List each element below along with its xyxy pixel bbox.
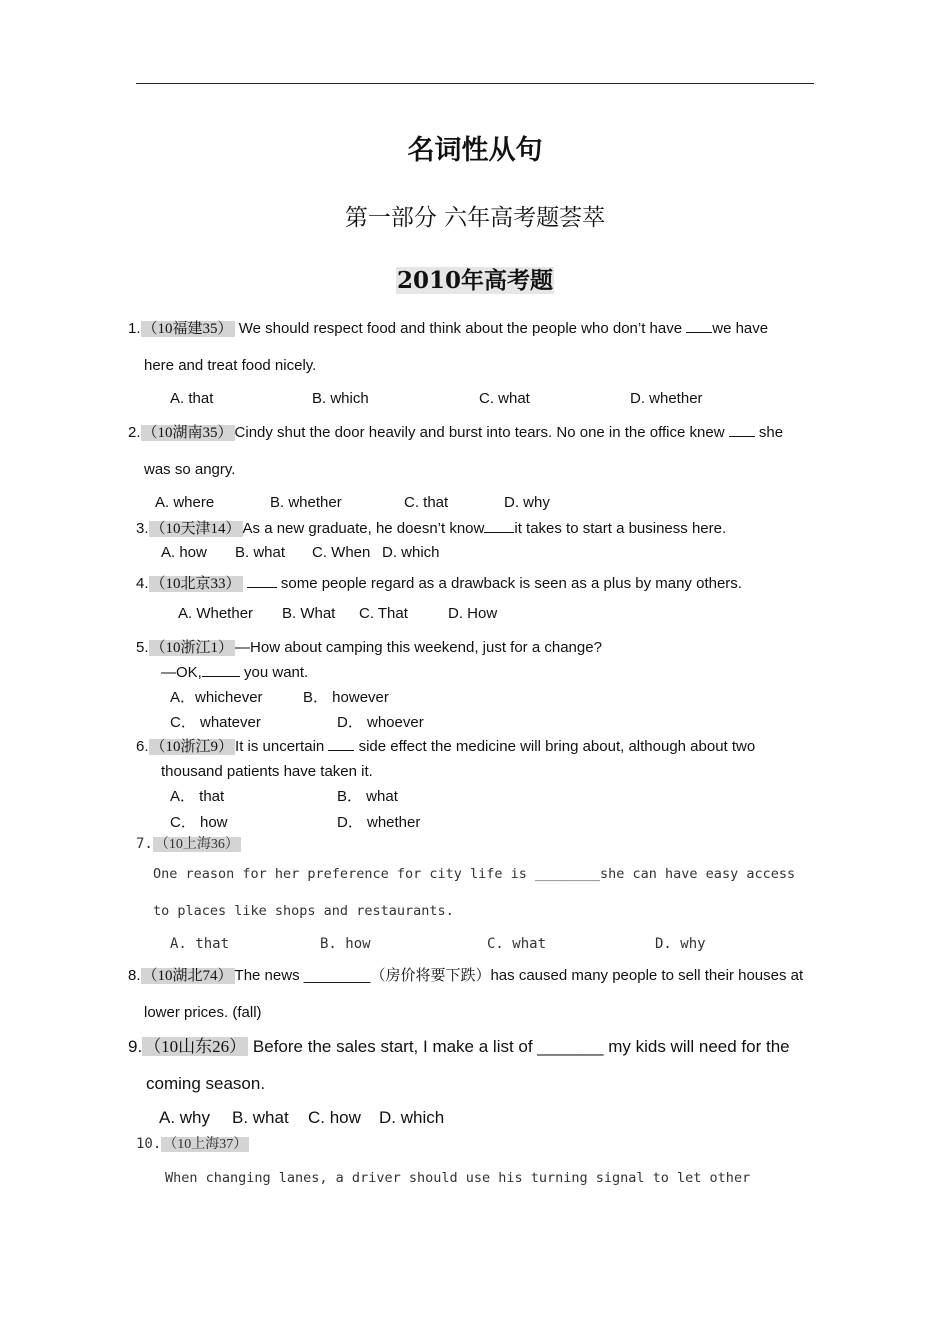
option: D. which bbox=[379, 1108, 445, 1127]
option: A．whichever bbox=[170, 689, 263, 706]
question-text: The news ________（房价将要下跌）has caused many people to sell their houses at bbox=[234, 967, 804, 984]
question-text-cont: was so angry. bbox=[144, 461, 236, 478]
question-4 bbox=[136, 574, 742, 594]
question-text: Before the sales start, I make a list of _______ my kids will need for the bbox=[248, 1037, 790, 1056]
option: D. whether bbox=[630, 390, 703, 407]
question-number: 9. bbox=[128, 1037, 143, 1056]
answer-blank bbox=[729, 435, 755, 437]
question-source: （10湖北74） bbox=[142, 968, 233, 984]
option: C. When bbox=[312, 544, 371, 561]
part-heading: 第一部分 六年高考题荟萃 bbox=[344, 205, 606, 231]
question-text: When changing lanes, a driver should use his turning signal to let other bbox=[165, 1170, 751, 1186]
header-rule bbox=[136, 83, 814, 84]
option: D. How bbox=[448, 605, 498, 622]
option: D. why bbox=[504, 494, 550, 511]
question-number: 6. bbox=[136, 738, 149, 755]
question-text: we have bbox=[712, 320, 769, 337]
doc-title: 名词性从句 bbox=[407, 135, 543, 166]
option: C. that bbox=[404, 494, 449, 511]
option: C. how bbox=[308, 1108, 361, 1127]
question-7 bbox=[136, 834, 241, 855]
question-number: 10. bbox=[136, 1136, 162, 1152]
option: B. what bbox=[235, 544, 286, 561]
option: A. why bbox=[159, 1108, 211, 1127]
question-text: you want. bbox=[239, 664, 309, 681]
question-source: （10上海37） bbox=[163, 1137, 248, 1152]
question-1 bbox=[128, 319, 814, 339]
question-9 bbox=[128, 1036, 790, 1058]
answer-blank bbox=[484, 531, 514, 533]
option: A. that bbox=[170, 390, 214, 407]
question-5 bbox=[136, 638, 602, 658]
answer-blank bbox=[247, 586, 277, 588]
option: B． what bbox=[337, 788, 398, 805]
question-source: （10浙江1） bbox=[150, 640, 234, 656]
question-text: It is uncertain bbox=[235, 738, 329, 755]
question-text: side effect the medicine will bring about, although about two bbox=[354, 738, 756, 755]
question-number: 3. bbox=[136, 520, 149, 537]
question-text: —How about camping this weekend, just for a change? bbox=[235, 639, 602, 656]
question-6 bbox=[136, 737, 814, 757]
option: A. Whether bbox=[178, 605, 254, 622]
question-2 bbox=[128, 423, 814, 443]
question-8 bbox=[128, 966, 803, 986]
question-source: （10浙江9） bbox=[150, 739, 234, 755]
option: B. whether bbox=[270, 494, 342, 511]
option: C. what bbox=[479, 390, 530, 407]
question-text: Cindy shut the door heavily and burst into tears. No one in the office knew bbox=[234, 424, 729, 441]
question-source: （10北京33） bbox=[150, 576, 241, 592]
question-number: 1. bbox=[128, 320, 141, 337]
option: C． how bbox=[170, 814, 228, 831]
question-text-cont: to places like shops and restaurants. bbox=[153, 903, 454, 919]
question-source: （10天津14） bbox=[150, 521, 241, 537]
question-number: 8. bbox=[128, 967, 141, 984]
question-text: —OK, bbox=[161, 664, 202, 681]
option: D． whoever bbox=[337, 714, 424, 731]
option: B. What bbox=[282, 605, 336, 622]
question-number: 5. bbox=[136, 639, 149, 656]
question-text: One reason for her preference for city life is ________she can have easy access bbox=[153, 866, 796, 882]
answer-blank bbox=[686, 331, 712, 333]
option: C． whatever bbox=[170, 714, 261, 731]
option: B. how bbox=[320, 936, 371, 952]
option: A． that bbox=[170, 788, 225, 805]
option: A. that bbox=[170, 936, 230, 952]
option: D. which bbox=[382, 544, 440, 561]
option: B． however bbox=[303, 689, 389, 706]
question-text: it takes to start a business here. bbox=[514, 520, 727, 537]
option: B. what bbox=[232, 1108, 289, 1127]
question-source: （10上海36） bbox=[154, 837, 239, 852]
question-number: 4. bbox=[136, 575, 149, 592]
question-source: （10湖南35） bbox=[142, 425, 233, 441]
option: D． whether bbox=[337, 814, 421, 831]
question-text-cont bbox=[161, 663, 308, 683]
section-heading bbox=[0, 262, 950, 295]
question-text: she bbox=[754, 424, 784, 441]
option: C. what bbox=[487, 936, 547, 952]
option: C. That bbox=[359, 605, 408, 622]
option: B. which bbox=[312, 390, 369, 407]
question-text-cont: lower prices. (fall) bbox=[144, 1004, 262, 1021]
question-text-cont: coming season. bbox=[146, 1074, 266, 1093]
question-number: 2. bbox=[128, 424, 141, 441]
question-3 bbox=[136, 519, 726, 539]
question-number: 7. bbox=[136, 836, 153, 852]
question-text: some people regard as a drawback is seen as a plus by many others. bbox=[276, 575, 742, 592]
question-10 bbox=[136, 1134, 249, 1155]
question-text-cont: thousand patients have taken it. bbox=[161, 763, 373, 780]
question-source: （10福建35） bbox=[142, 321, 233, 337]
option: A. where bbox=[155, 494, 215, 511]
question-text: As a new graduate, he doesn’t know bbox=[242, 520, 485, 537]
answer-blank bbox=[202, 675, 240, 677]
question-source: （10山东26） bbox=[144, 1037, 247, 1056]
option: D. why bbox=[655, 936, 706, 952]
answer-blank bbox=[328, 749, 354, 751]
question-text: We should respect food and think about the people who don’t have bbox=[234, 320, 687, 337]
option: A. how bbox=[161, 544, 207, 561]
section-heading-text: 2010年高考题 bbox=[396, 267, 553, 294]
question-text-cont: here and treat food nicely. bbox=[144, 357, 317, 374]
